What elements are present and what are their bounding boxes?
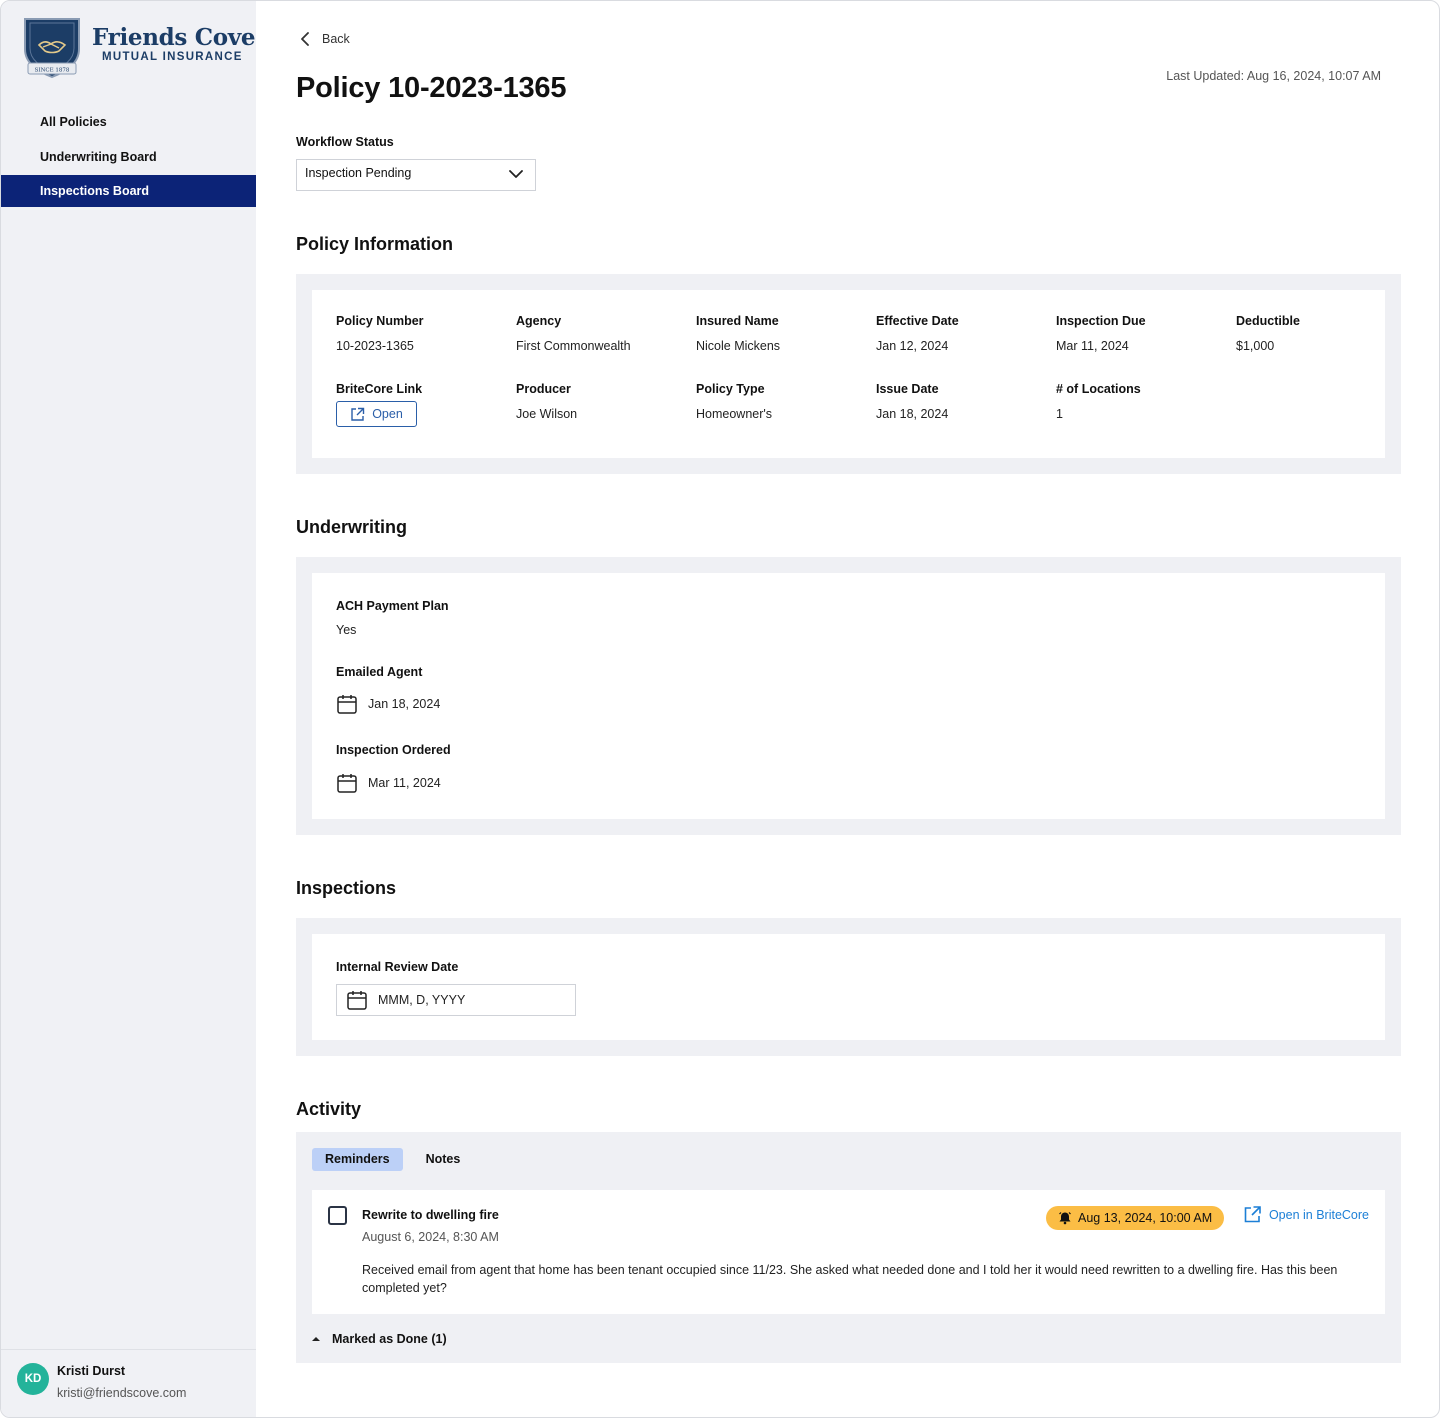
sidebar-nav xyxy=(1,105,256,207)
workflow-status-select[interactable] xyxy=(296,159,536,191)
field-value: First Commonwealth xyxy=(516,339,631,353)
policy-info-card xyxy=(312,290,1385,458)
inspection-ordered-date[interactable] xyxy=(336,772,441,794)
field-label: Agency xyxy=(516,314,562,328)
field-value: Mar 11, 2024 xyxy=(1056,339,1129,353)
back-label: Back xyxy=(322,32,350,46)
reminder-text: Received email from agent that home has been tenant occupied since 11/23. She asked what needed done and I told her it would need rewritten to a dwelling fire. Has this been completed yet? xyxy=(362,1263,1338,1295)
field-label: Policy Number xyxy=(336,314,424,328)
field-value: 10-2023-1365 xyxy=(336,339,414,353)
logo-since-text: SINCE 1878 xyxy=(34,67,70,74)
calendar-icon xyxy=(346,989,368,1011)
emailed-agent-value: Jan 18, 2024 xyxy=(368,697,441,711)
reminder-due-date: Aug 13, 2024, 10:00 AM xyxy=(1078,1211,1213,1225)
sidebar-item-inspections-board[interactable]: Inspections Board xyxy=(1,175,256,207)
reminder-title: Rewrite to dwelling fire xyxy=(362,1208,499,1222)
emailed-agent-label: Emailed Agent xyxy=(336,665,423,679)
policy-info-title: Policy Information xyxy=(296,234,454,254)
effective-date-field xyxy=(876,314,1056,382)
agency-field xyxy=(516,314,696,382)
internal-review-date-input[interactable] xyxy=(336,984,576,1016)
inspections-title: Inspections xyxy=(296,878,397,898)
reminder-due-badge xyxy=(1046,1206,1224,1230)
last-updated: Last Updated: Aug 16, 2024, 10:07 AM xyxy=(1166,69,1381,83)
field-label: Effective Date xyxy=(876,314,959,328)
open-in-britecore-label: Open in BriteCore xyxy=(1268,1207,1369,1222)
underwriting-panel xyxy=(296,557,1401,835)
deductible-field xyxy=(1236,314,1416,382)
ach-label: ACH Payment Plan xyxy=(336,599,449,613)
inspection-ordered-label: Inspection Ordered xyxy=(336,743,451,757)
field-label: Issue Date xyxy=(876,382,939,396)
policy-info-grid xyxy=(336,314,1416,450)
reminder-checkbox[interactable] xyxy=(328,1206,347,1225)
field-label: Insured Name xyxy=(696,314,779,328)
inspection-ordered-value: Mar 11, 2024 xyxy=(368,776,441,790)
field-value: Jan 12, 2024 xyxy=(876,339,949,353)
bell-icon xyxy=(1058,1211,1072,1225)
reminder-card xyxy=(312,1190,1385,1314)
chevron-down-icon xyxy=(509,169,523,179)
britecore-open-button[interactable] xyxy=(336,401,417,427)
field-value: Joe Wilson xyxy=(516,407,578,421)
brand-name: Friends Cove xyxy=(92,24,256,51)
tab-notes[interactable]: Notes xyxy=(425,1152,461,1166)
sidebar-item-underwriting-board[interactable]: Underwriting Board xyxy=(40,150,157,164)
emailed-agent-date[interactable] xyxy=(336,693,440,715)
marked-as-done-label: Marked as Done (1) xyxy=(332,1332,447,1346)
britecore-link-field xyxy=(336,382,516,450)
policy-number-field xyxy=(336,314,516,382)
issue-date-field xyxy=(876,382,1056,450)
inspections-panel xyxy=(296,918,1401,1056)
field-label: BriteCore Link xyxy=(336,382,423,396)
marked-as-done-toggle[interactable] xyxy=(312,1332,447,1346)
brand-logo[interactable] xyxy=(21,15,256,81)
activity-title: Activity xyxy=(296,1099,362,1119)
underwriting-title: Underwriting xyxy=(296,517,407,537)
locations-field xyxy=(1056,382,1236,450)
producer-field xyxy=(516,382,696,450)
calendar-icon xyxy=(336,772,358,794)
ach-value: Yes xyxy=(336,623,357,637)
field-value: Jan 18, 2024 xyxy=(876,407,949,421)
date-placeholder: MMM, D, YYYY xyxy=(378,993,466,1007)
underwriting-card xyxy=(312,573,1385,819)
internal-review-label: Internal Review Date xyxy=(336,960,459,974)
field-value: Homeowner's xyxy=(696,407,773,421)
activity-panel xyxy=(296,1132,1401,1363)
field-label: Inspection Due xyxy=(1056,314,1146,328)
sidebar xyxy=(1,1,256,1418)
shield-logo-icon xyxy=(21,15,83,79)
field-value: 1 xyxy=(1056,407,1063,421)
brand-subtitle: MUTUAL INSURANCE xyxy=(102,51,243,63)
workflow-status-label: Workflow Status xyxy=(296,135,394,149)
field-label: Policy Type xyxy=(696,382,765,396)
field-label: Deductible xyxy=(1236,314,1300,328)
external-link-icon xyxy=(350,407,365,422)
field-label: # of Locations xyxy=(1056,382,1141,396)
sidebar-item-all-policies[interactable]: All Policies xyxy=(40,115,107,129)
user-name: Kristi Durst xyxy=(57,1364,126,1378)
inspection-due-field xyxy=(1056,314,1236,382)
field-value: Nicole Mickens xyxy=(696,339,781,353)
inspections-card xyxy=(312,934,1385,1040)
policy-info-panel xyxy=(296,274,1401,474)
open-label: Open xyxy=(372,407,403,421)
insured-name-field xyxy=(696,314,876,382)
reminder-created: August 6, 2024, 8:30 AM xyxy=(362,1230,499,1244)
open-in-britecore-link[interactable] xyxy=(1243,1205,1369,1224)
field-label: Producer xyxy=(516,382,571,396)
policy-type-field xyxy=(696,382,876,450)
avatar: KD xyxy=(17,1363,49,1395)
calendar-icon xyxy=(336,693,358,715)
field-value: $1,000 xyxy=(1236,339,1275,353)
user-profile[interactable] xyxy=(1,1349,256,1418)
chevron-left-icon xyxy=(300,32,310,46)
user-email: kristi@friendscove.com xyxy=(57,1386,187,1400)
caret-up-icon xyxy=(312,1336,320,1342)
activity-tabs xyxy=(312,1148,473,1171)
page-title: Policy 10-2023-1365 xyxy=(296,72,567,104)
back-button[interactable] xyxy=(300,29,350,49)
external-link-icon xyxy=(1243,1205,1262,1224)
tab-reminders[interactable]: Reminders xyxy=(312,1148,403,1171)
workflow-status-value: Inspection Pending xyxy=(305,166,412,180)
